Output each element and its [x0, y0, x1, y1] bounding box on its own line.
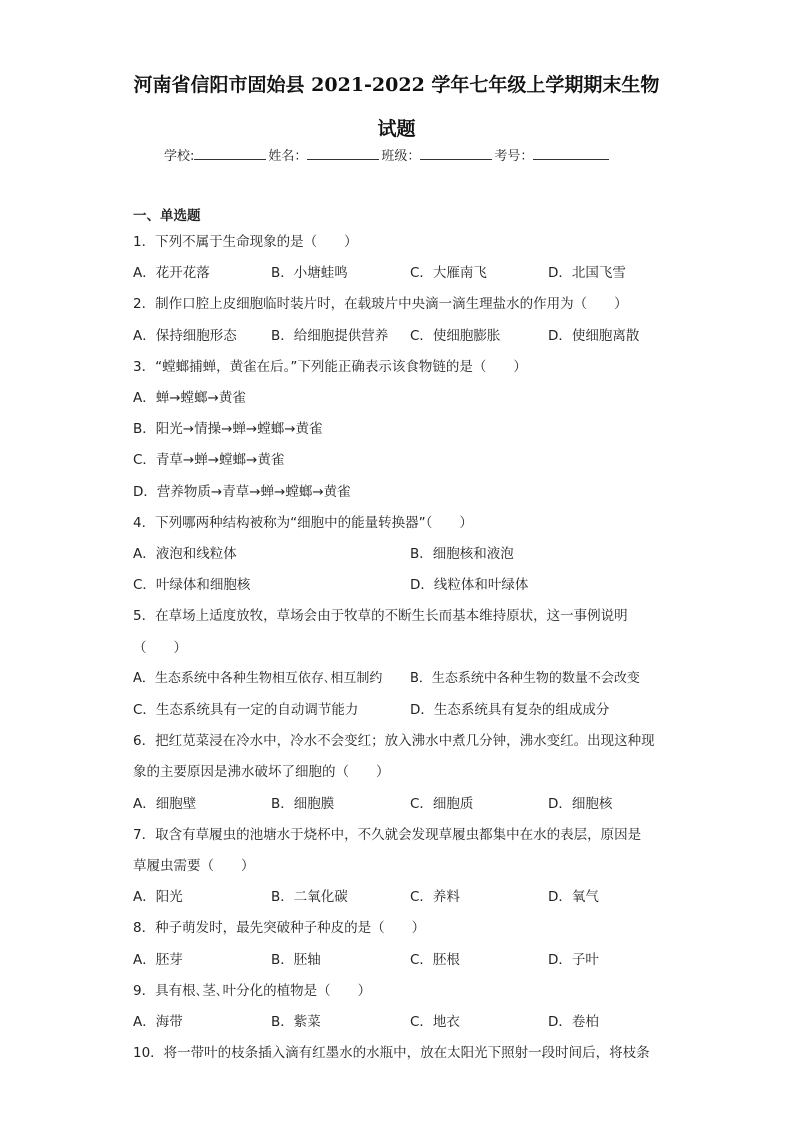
- question-1-option-a: A．花开花落: [133, 265, 210, 281]
- exam-title-line2: 试题: [377, 118, 416, 140]
- question-5-option-b: B．生态系统中各种生物的数量不会改变: [410, 671, 640, 686]
- question-5-option-c: C．生态系统具有一定的自动调节能力: [133, 702, 359, 718]
- question-2-option-d: D．使细胞离散: [548, 328, 640, 344]
- question-1-stem: 1．下列不属于生命现象的是（ ）: [133, 234, 358, 250]
- section-heading: 一、单选题: [133, 208, 201, 224]
- question-7-option-d: D．氧气: [548, 889, 599, 905]
- question-8-option-d: D．子叶: [548, 952, 599, 968]
- question-4-option-a: A．液泡和线粒体: [133, 546, 237, 562]
- question-6-option-d: D．细胞核: [548, 796, 613, 812]
- name-blank[interactable]: [307, 147, 379, 160]
- question-6-stem-line1: 6．把红苋菜浸在冷水中，冷水不会变红；放入沸水中煮几分钟，沸水变红。出现这种现: [133, 733, 655, 749]
- question-6-stem-line2: 象的主要原因是沸水破坏了细胞的（ ）: [133, 764, 390, 780]
- question-3-stem: 3．“螳螂捕蝉，黄雀在后。”下列能正确表示该食物链的是（ ）: [133, 359, 527, 375]
- question-6-option-a: A．细胞壁: [133, 796, 197, 812]
- question-3-option-c: C．青草→蝉→螳螂→黄雀: [133, 452, 285, 468]
- question-3-option-b: B．阳光→情操→蝉→螳螂→黄雀: [133, 421, 323, 437]
- question-2-option-a: A．保持细胞形态: [133, 328, 237, 344]
- question-4-stem: 4．下列哪两种结构被称为“细胞中的能量转换器”（ ）: [133, 515, 473, 531]
- question-8-option-a: A．胚芽: [133, 952, 183, 968]
- question-5-option-d: D．生态系统具有复杂的组成成分: [410, 702, 610, 718]
- question-5-option-a: A．生态系统中各种生物相互依存､相互制约: [133, 671, 383, 686]
- question-3-option-d: D．营养物质→青草→蝉→螳螂→黄雀: [133, 484, 351, 500]
- question-4-option-c: C．叶绿体和细胞核: [133, 577, 251, 593]
- question-7-option-b: B．二氧化碳: [271, 889, 348, 905]
- question-8-option-c: C．胚根: [410, 952, 460, 968]
- exam-no-label: 考号：: [494, 149, 534, 164]
- question-7-stem-line1: 7．取含有草履虫的池塘水于烧杯中，不久就会发现草履虫都集中在水的表层，原因是: [133, 827, 642, 843]
- question-3-option-a: A．蝉→螳螂→黄雀: [133, 390, 246, 406]
- question-8-option-b: B．胚轴: [271, 952, 321, 968]
- name-label: 姓名：: [268, 149, 308, 164]
- question-2-option-b: B．给细胞提供营养: [271, 328, 389, 344]
- question-7-option-c: C．养料: [410, 889, 460, 905]
- question-1-option-c: C．大雁南飞: [410, 265, 487, 281]
- question-5-stem-line2: （ ）: [133, 640, 187, 656]
- exam-title-line1: 河南省信阳市固始县 2021-2022 学年七年级上学期期末生物: [133, 74, 660, 96]
- question-1-option-d: D．北国飞雪: [548, 265, 626, 281]
- question-9-option-c: C．地衣: [410, 1014, 460, 1030]
- question-2-stem: 2．制作口腔上皮细胞临时装片时，在载玻片中央滴一滴生理盐水的作用为（ ）: [133, 296, 628, 312]
- exam-no-blank[interactable]: [533, 147, 609, 160]
- question-8-stem: 8．种子萌发时，最先突破种子种皮的是（ ）: [133, 920, 426, 936]
- class-blank[interactable]: [420, 147, 492, 160]
- student-info-row: [164, 145, 611, 164]
- question-6-option-b: B．细胞膜: [271, 796, 335, 812]
- question-2-option-c: C．使细胞膨胀: [410, 328, 501, 344]
- school-blank[interactable]: [194, 147, 266, 160]
- school-label: 学校:: [164, 149, 195, 164]
- question-9-option-b: B．紫菜: [271, 1014, 321, 1030]
- question-6-option-c: C．细胞质: [410, 796, 474, 812]
- question-4-option-b: B．细胞核和液泡: [410, 546, 514, 562]
- question-9-option-a: A．海带: [133, 1014, 183, 1030]
- question-10-stem: 10．将一带叶的枝条插入滴有红墨水的水瓶中，放在太阳光下照射一段时间后，将枝条: [133, 1045, 650, 1061]
- question-7-stem-line2: 草履虫需要（ ）: [133, 858, 255, 874]
- question-9-option-d: D．卷柏: [548, 1014, 599, 1030]
- question-7-option-a: A．阳光: [133, 889, 183, 905]
- class-label: 班级：: [381, 149, 421, 164]
- question-1-option-b: B．小塘蛙鸣: [271, 265, 348, 281]
- question-9-stem: 9．具有根､茎､叶分化的植物是（ ）: [133, 983, 372, 999]
- question-5-stem-line1: 5．在草场上适度放牧，草场会由于牧草的不断生长而基本维持原状，这一事例说明: [133, 608, 628, 624]
- question-4-option-d: D．线粒体和叶绿体: [410, 577, 529, 593]
